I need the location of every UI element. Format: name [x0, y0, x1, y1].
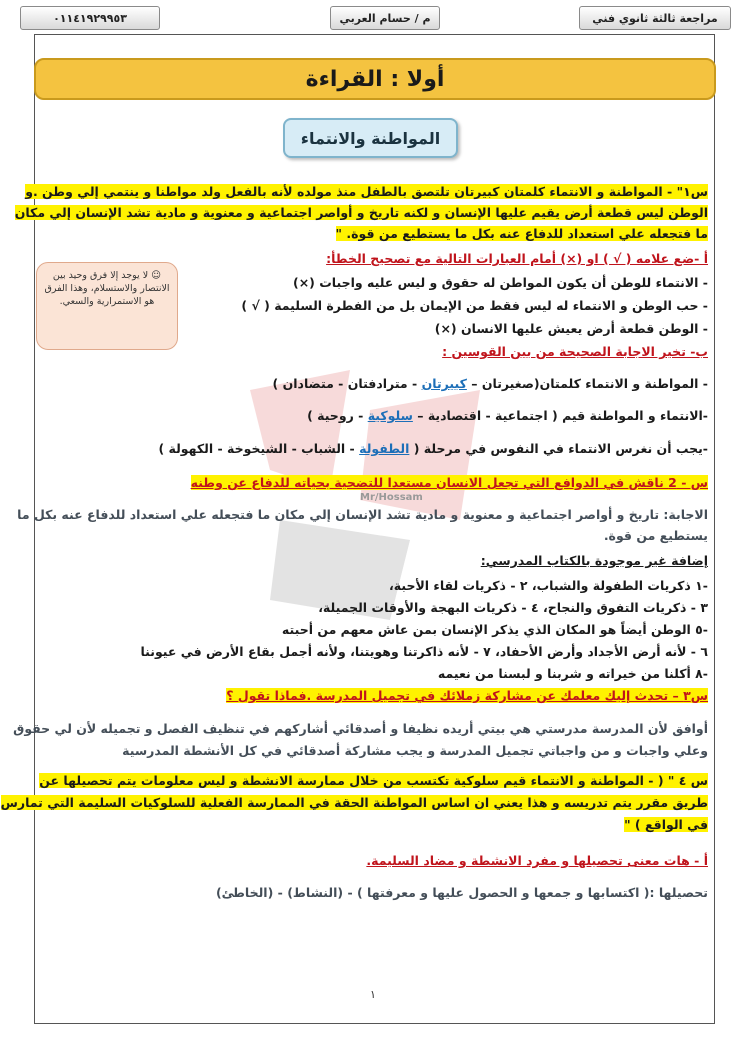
phone-tag [20, 6, 160, 30]
section-title-text: أولا : القراءة [305, 66, 445, 92]
q2-answer-line-1: الاجابة: تاريخ و أواصر اجتماعية و معنوية و مادية تشد الإنسان إلي مكان ما فتجعله علي استعداد للدفاع عنه بكل ما [17, 507, 708, 522]
part-b-heading: ب- تخير الاجابة الصحيحة من بين القوسين : [442, 344, 708, 359]
section-title [34, 58, 716, 100]
extra-item: -٥ الوطن أيضاً هو المكان الذي يذكر الإنسان بمن عاش معهم من أحبته [281, 622, 708, 637]
correct-answer: الطفولة [359, 441, 410, 456]
extra-item: ٣ - ذكريات التفوق والنجاح، ٤ - ذكريات البهجة والأوقات الجميلة، [318, 600, 708, 615]
phone-number: ٠١١٤١٩٢٩٩٥٣ [53, 11, 127, 25]
part-b-line-2: -الانتماء و المواطنة قيم ( اجتماعية - اقتصادية – سلوكية - روحية ) [307, 408, 708, 423]
extra-item: -٨ أكلنا من خيراته و شربنا و لبسنا من نعيمه [437, 666, 708, 681]
extra-heading: إضافة غير موجودة بالكتاب المدرسي: [480, 553, 708, 568]
q4-sub-question: أ - هات معنى تحصيلها و مفرد الانشطة و مضاد السليمة. [366, 853, 708, 868]
part-b-line-3: -يجب أن نغرس الانتماء في النفوس في مرحلة ( الطفولة - الشباب - الشيخوخة - الكهولة ) [158, 441, 708, 456]
part-a-item: - حب الوطن و الانتماء له ليس فقط من الإيمان بل من الفطرة السليمة ( √ ) [241, 298, 708, 313]
extra-item: -١ ذكريات الطفولة والشباب، ٢ - ذكريات لقاء الأحبة، [389, 578, 708, 593]
extra-item: ٦ - لأنه أرض الأجداد وأرض الأحفاد، ٧ - لأنه ذاكرتنا وهويتنا، ولأنه أجمل بقاع الأرض في عيوننا [140, 644, 708, 659]
part-a-item: - الوطن قطعة أرض يعيش عليها الانسان (×) [434, 321, 708, 336]
part-a-item: - الانتماء للوطن أن يكون المواطن له حقوق و ليس عليه واجبات (×) [292, 275, 708, 290]
q4-line-3: في الواقع ) " [624, 817, 708, 832]
watermark-text: Mr/Hossam [360, 492, 423, 503]
q4-answer: تحصيلها :( اكتسابها و جمعها و الحصول عليها و معرفتها ) - (النشاط) - (الخاطئ) [215, 885, 708, 900]
part-a-heading: أ -ضع علامه ( √ ) او (×) أمام العبارات التالية مع تصحيح الخطأ: [326, 251, 708, 266]
q1-line-2: الوطن ليس قطعة أرض يقيم عليها الإنسان و لكنه تاريخ و أواصر اجتماعية و معنوية و مادية تشد الإنسان إلي مكان [14, 205, 708, 220]
q1-line-3: ما فتجعله علي استعداد للدفاع عنه بكل ما يستطيع من قوة. " [335, 226, 708, 241]
correct-answer: سلوكية [367, 408, 413, 423]
correct-answer: كبيرتان [421, 376, 467, 391]
page-number: ١ [370, 988, 376, 1001]
q3-answer-line-2: وعلي واجبات و من واجباتي تجميل المدرسة و يجب مشاركة أصدقائي في كل الأنشطة المدرسية [122, 743, 708, 758]
quote-note-text: لا يوجد إلا فرق وحيد بين الانتصار والاستسلام، وهذا الفرق هو الاستمرارية والسعي. [44, 270, 170, 307]
q2-question: س - 2 ناقش في الدوافع التي تجعل الانسان مستعدا للتضحية بحياته للدفاع عن وطنه [190, 475, 708, 490]
topic-text: المواطنة والانتماء [300, 128, 441, 148]
teacher-tag [330, 6, 440, 30]
subject-tag [579, 6, 731, 30]
teacher-name: م / حسام العربي [339, 11, 431, 25]
q4-line-1: س ٤ " ( - المواطنة و الانتماء قيم سلوكية تكتسب من خلال ممارسة الانشطة و ليس معلومات يتم تحصيلها عن [39, 773, 708, 788]
q4-line-2: طريق مقرر يتم تدريسه و هذا يعني ان اساس المواطنة الحقة في الممارسة الفعلية للسلوكيات السليمة التي تمارس [0, 795, 708, 810]
part-b-line-1: - المواطنة و الانتماء كلمتان(صغيرتان – كبيرتان - مترادفتان - متضادان ) [272, 376, 708, 391]
q2-answer-line-2: يستطيع من قوة. [603, 528, 708, 543]
q3-answer-line-1: أوافق لأن المدرسة مدرستي هي بيتي أريده نظيفا و أصدقائي أشاركهم في تنظيف الفصل و تجميله لأن لي حقوق [13, 721, 708, 736]
q3-question: س٣ – تحدث إليك معلمك عن مشاركة زملائك في تجميل المدرسة .فماذا تقول ؟ [226, 688, 708, 703]
subject-label: مراجعة ثالثة ثانوي فني [592, 11, 718, 25]
quote-note [36, 262, 178, 350]
smiley-icon: ☺ [148, 270, 162, 281]
q1-line-1: س١" - المواطنة و الانتماء كلمتان كبيرتان تلتصق بالطفل منذ مولده لأنه بالفعل ولد مواطنا و ينتمي إلي وطن .و [25, 184, 708, 199]
topic-box [283, 118, 458, 158]
